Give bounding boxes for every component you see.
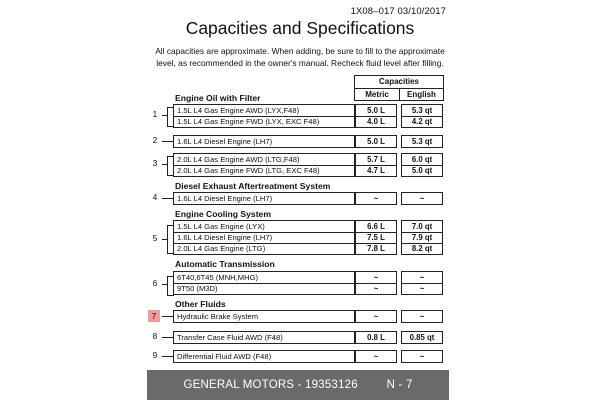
group-4-metric (355, 192, 397, 205)
group-2-labels (173, 135, 355, 148)
english-value: ~ (419, 312, 425, 321)
callout-1-leader (162, 115, 167, 116)
table-row-label: 9T50 (M3D) (177, 284, 218, 293)
group-3-metric (355, 153, 397, 177)
group-7-metric (355, 310, 397, 323)
metric-value: 6.6 L (356, 221, 396, 233)
group-9-metric (355, 350, 397, 363)
callout-7-leader (162, 316, 173, 317)
group-8-english (401, 331, 443, 344)
group-7-english (401, 310, 443, 323)
callout-1: 1 (152, 109, 158, 119)
group-5-labels (173, 220, 355, 255)
metric-value: ~ (356, 272, 396, 284)
group-3-labels (173, 153, 355, 177)
english-value: 7.9 qt (402, 232, 442, 244)
group-8-labels (173, 331, 355, 344)
callout-6-leader (162, 284, 167, 285)
section-other-fluids: Other Fluids (175, 299, 226, 309)
page-title: Capacities and Specifications (185, 18, 415, 38)
english-value: 5.0 qt (411, 166, 433, 175)
callout-5-leader (162, 239, 167, 240)
table-row-label: 2.0L L4 Gas Engine (LTG) (177, 244, 266, 253)
callout-2-leader (162, 141, 173, 142)
callout-8-leader (162, 337, 173, 338)
table-row-label: 1.5L L4 Gas Engine AWD (LYX,F48) (174, 105, 354, 117)
english-value: 8.2 qt (411, 244, 433, 253)
metric-value: 4.0 L (367, 117, 385, 126)
group-1-english (401, 104, 443, 128)
callout-4-leader (162, 198, 173, 199)
metric-value: 7.5 L (356, 232, 396, 244)
table-row-label: Transfer Case Fluid AWD (F48) (177, 333, 283, 342)
section-diesel-exhaust: Diesel Exhaust Aftertreatment System (175, 181, 331, 191)
english-value: ~ (419, 194, 425, 203)
section-engine-oil: Engine Oil with Filter (175, 93, 261, 103)
section-automatic-transmission: Automatic Transmission (175, 259, 275, 269)
metric-value: 0.8 L (367, 333, 385, 342)
table-row-label: Differential Fluid AWD (F48) (177, 352, 272, 361)
table-row-label: 2.0L L4 Gas Engine FWD (LTG, EXC F48) (177, 166, 320, 175)
capacities-header (354, 75, 444, 101)
callout-9-leader (162, 356, 173, 357)
callout-3-leader (162, 164, 167, 165)
callout-5: 5 (152, 233, 158, 243)
table-row-label: Hydraulic Brake System (177, 312, 259, 321)
english-value: 6.0 qt (402, 154, 442, 166)
metric-value: ~ (373, 194, 379, 203)
english-value: 0.85 qt (409, 333, 435, 342)
group-4-labels (173, 192, 355, 205)
english-value: ~ (419, 352, 425, 361)
table-row-label: 1.5L L4 Gas Engine FWD (LYX, EXC F48) (177, 117, 320, 126)
metric-value: ~ (373, 312, 379, 321)
group-6-labels (173, 271, 355, 295)
group-1-metric (355, 104, 397, 128)
group-2-english (401, 135, 443, 148)
callout-7: 7 (148, 310, 160, 322)
metric-column-header: Metric (355, 88, 400, 101)
english-value: 7.0 qt (402, 221, 442, 233)
footer-page-number: N - 7 (386, 379, 413, 391)
group-7-labels (173, 310, 355, 323)
table-row-label: 6T40,6T45 (MNH,MHG) (174, 272, 354, 284)
table-row-label: 2.0L L4 Gas Engine AWD (LTG,F48) (174, 154, 354, 166)
table-row-label: 1.6L L4 Diesel Engine (LH7) (177, 137, 273, 146)
english-value: 4.2 qt (411, 117, 433, 126)
capacities-title: Capacities (355, 76, 443, 89)
group-6-metric (355, 271, 397, 295)
table-row-label: 1.5L L4 Gas Engine (LYX) (174, 221, 354, 233)
group-8-metric (355, 331, 397, 344)
group-5-metric (355, 220, 397, 255)
group-3-english (401, 153, 443, 177)
table-row-label: 1.6L L4 Diesel Engine (LH7) (177, 194, 273, 203)
callout-4: 4 (152, 192, 158, 202)
table-row-label: 1.6L L4 Diesel Engine (LH7) (174, 232, 354, 244)
group-9-english (401, 350, 443, 363)
callout-8: 8 (152, 331, 158, 341)
callout-2: 2 (152, 135, 158, 145)
group-1-labels (173, 104, 355, 128)
group-9-labels (173, 350, 355, 363)
metric-value: 5.7 L (356, 154, 396, 166)
intro-paragraph: All capacities are approximate. When adding, be sure to fill to the approximate level, as recommended in the owner's manual. Recheck fluid level after filling. (155, 46, 445, 68)
english-value: ~ (402, 272, 442, 284)
english-column-header: English (407, 90, 436, 99)
group-2-metric (355, 135, 397, 148)
english-value: ~ (419, 284, 425, 293)
footer-brand: GENERAL MOTORS - 19353126 (183, 379, 358, 391)
group-4-english (401, 192, 443, 205)
callout-9: 9 (152, 350, 158, 360)
callout-6: 6 (152, 278, 158, 288)
callout-3: 3 (152, 158, 158, 168)
english-value: 5.3 qt (402, 105, 442, 117)
metric-value: ~ (373, 352, 379, 361)
section-engine-cooling: Engine Cooling System (175, 209, 271, 219)
metric-value: 5.0 L (356, 105, 396, 117)
metric-value: ~ (373, 284, 379, 293)
metric-value: 4.7 L (367, 166, 385, 175)
document-id: 1X08–017 03/10/2017 (350, 6, 446, 17)
group-5-english (401, 220, 443, 255)
metric-value: 5.0 L (367, 137, 385, 146)
footer-bar (147, 370, 449, 400)
metric-value: 7.8 L (367, 244, 385, 253)
english-value: 5.3 qt (411, 137, 433, 146)
group-6-english (401, 271, 443, 295)
